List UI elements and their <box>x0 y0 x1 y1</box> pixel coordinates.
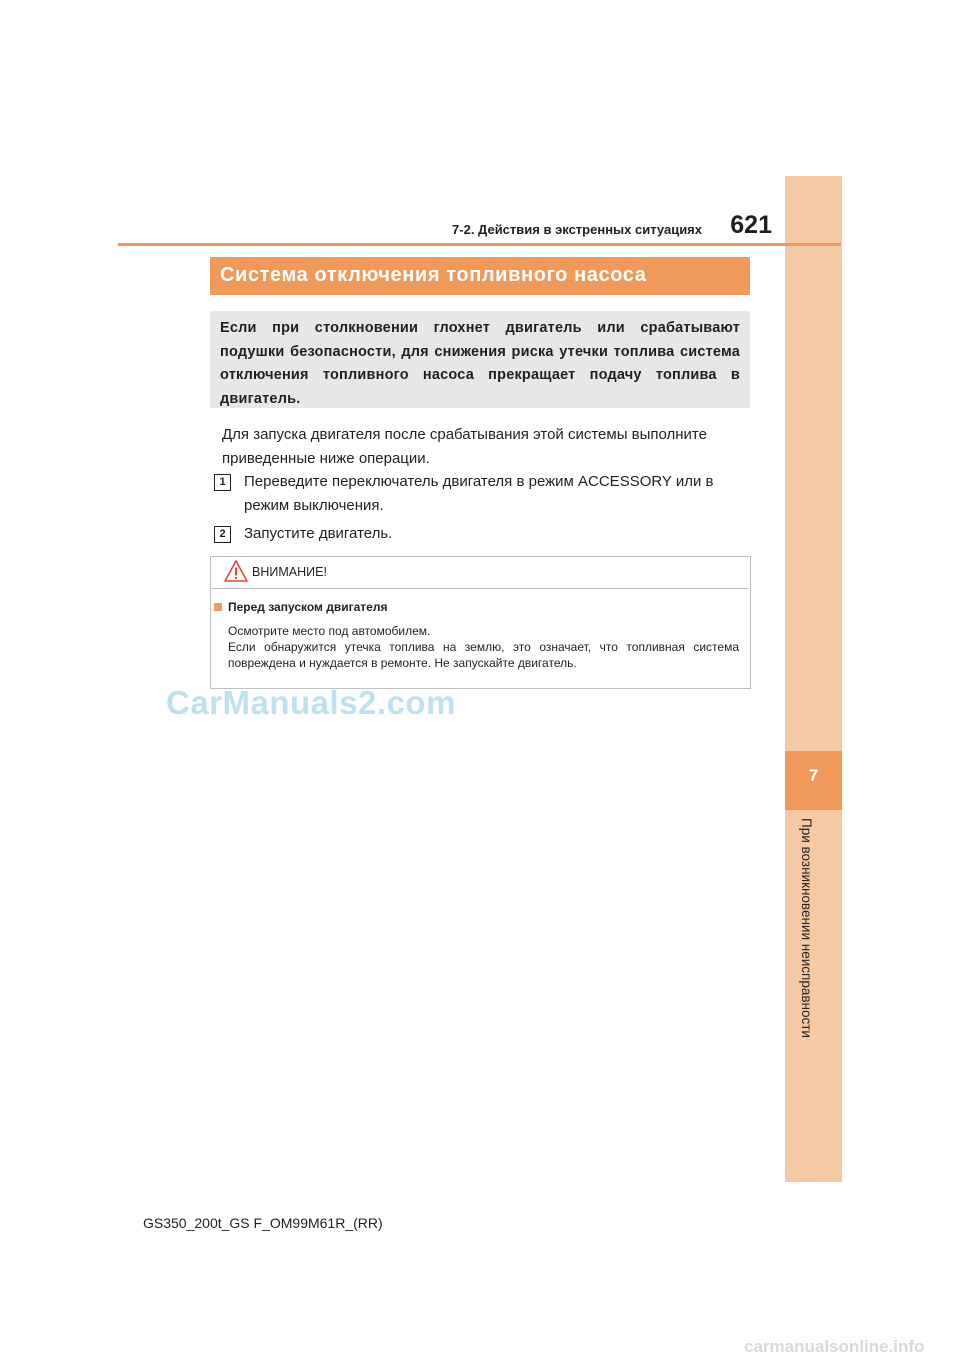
chapter-number: 7 <box>808 766 819 785</box>
footer-site-watermark: carmanualsonline.info <box>744 1337 925 1356</box>
intro-paragraph: Для запуска двигателя после срабатывания этой системы выполните приведенные ниже операции. <box>222 426 707 467</box>
warning-divider <box>212 588 748 589</box>
warning-body <box>228 623 739 671</box>
header-rule <box>118 243 841 246</box>
step-number-1: 1 <box>214 474 231 491</box>
warning-line: Осмотрите место под автомобилем. <box>228 624 431 638</box>
footer-model-code: GS350_200t_GS F_OM99M61R_(RR) <box>143 1215 383 1231</box>
summary-text: Если при столкновении глохнет двигатель или срабатывают подушки безопасности, для снижения риска утечки топлива система отключения топливного насоса прекращает подачу топлива в двигатель. <box>220 320 740 407</box>
chapter-title-vertical: При возникновении неисправности <box>799 818 814 1038</box>
warning-heading: Перед запуском двигателя <box>228 600 388 614</box>
page-number: 621 <box>730 211 772 239</box>
bullet-square-icon <box>214 603 222 611</box>
chapter-heading: 7-2. Действия в экстренных ситуациях <box>452 222 702 237</box>
watermark: CarManuals2.com <box>166 684 456 721</box>
step-1-text: Переведите переключатель двигателя в режим ACCESSORY или в режим выключения. <box>244 473 714 514</box>
warning-label: ВНИМАНИЕ! <box>252 565 327 579</box>
warning-line: Если обнаружится утечка топлива на землю, это означает, что топливная система повреждена и нуждается в ремонте. Не запускайте двигатель. <box>228 640 739 670</box>
section-title: Система отключения топливного насоса <box>220 264 647 286</box>
warning-triangle-icon <box>224 560 248 582</box>
step-2-text: Запустите двигатель. <box>244 525 393 542</box>
step-number-2: 2 <box>214 526 231 543</box>
